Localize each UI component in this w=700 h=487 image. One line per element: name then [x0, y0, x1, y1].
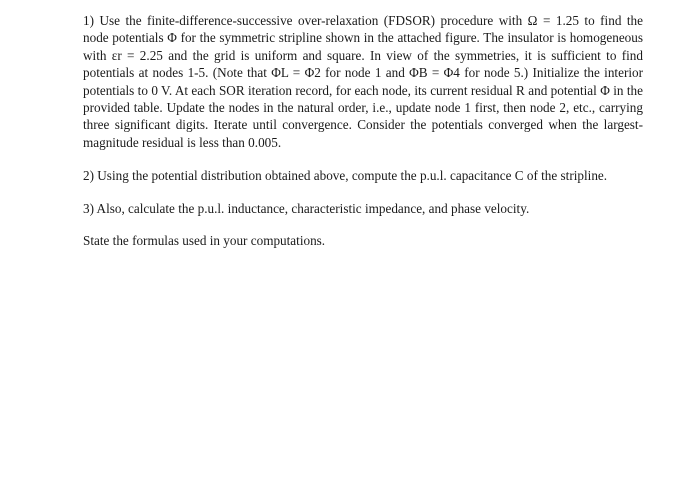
paragraph-formulas-note: State the formulas used in your computations. [83, 233, 326, 249]
problem-statement [83, 12, 643, 266]
paragraph-part-2: 2) Using the potential distribution obtained above, compute the p.u.l. capacitance C of the stripline. [83, 168, 608, 184]
paragraph-part-1: 1) Use the finite-difference-successive over-relaxation (FDSOR) procedure with Ω = 1.25 to find the node potentials Φ for the symmetric stripline shown in the attached figure. The insulator is homogeneous with εr = 2.25 and the grid is uniform and square. In view of the symmetries, it is sufficient to find potentials at nodes 1-5. (Note that ΦL = Φ2 for node 1 and ΦB = Φ4 for node 5.) Initialize the interior potentials to 0 V. At each SOR iteration record, for each node, its current residual R and potential Φ in the provided table. Update the nodes in the natural order, i.e., update node 1 first, then node 2, etc., carrying three significant digits. Iterate until convergence. Consider the potentials converged when the largest-magnitude residual is less than 0.005. [83, 13, 643, 150]
paragraph-part-3: 3) Also, calculate the p.u.l. inductance, characteristic impedance, and phase velocity. [83, 200, 530, 216]
